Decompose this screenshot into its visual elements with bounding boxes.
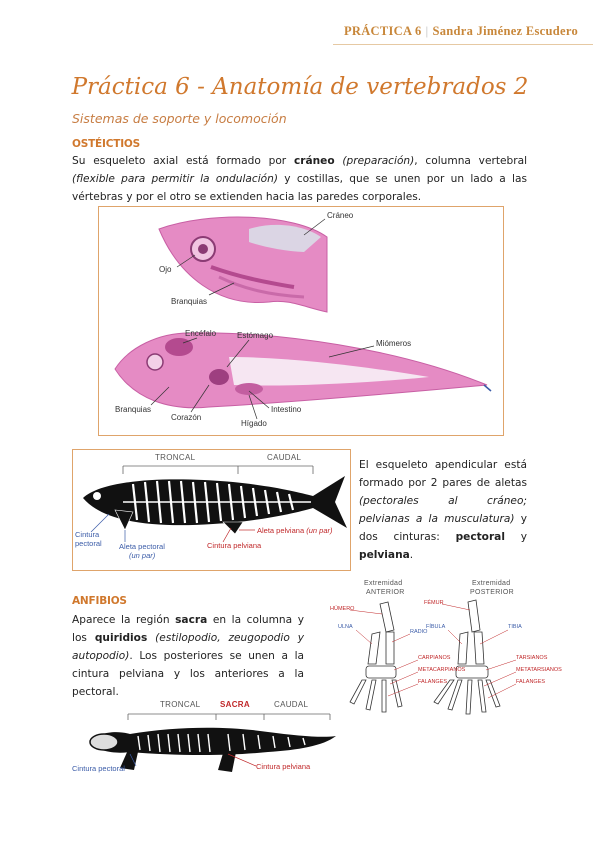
text-bold: pelviana	[359, 549, 410, 561]
anterior-limb-bones	[350, 602, 402, 712]
text-bold: sacra	[175, 614, 208, 626]
label-tarsianos: TARSIANOS	[516, 655, 548, 661]
text-italic: (pectorales al cráneo; pelvianas a la musculatura)	[359, 495, 527, 525]
label-higado: Hígado	[241, 419, 267, 428]
label-un-par: (un par)	[129, 551, 156, 560]
figure-amphibian-limbs	[318, 578, 590, 718]
page-title: Práctica 6 - Anatomía de vertebrados 2	[71, 74, 529, 100]
eye2-shape	[147, 354, 163, 370]
fish-skeleton-image	[73, 450, 350, 570]
label-text-italic: (un par)	[306, 526, 333, 535]
label-metacarpianos: METACARPIANOS	[418, 667, 466, 673]
label-cintura-pectoral-2: Cintura pectoral	[72, 764, 125, 773]
page-subtitle: Sistemas de soporte y locomoción	[72, 111, 287, 126]
label-ulna: ULNA	[338, 624, 353, 630]
text-run: Su esqueleto axial está formado por	[72, 155, 294, 167]
caption-caudal-2: CAUDAL	[274, 700, 309, 709]
caption-post-2: POSTERIOR	[470, 589, 514, 596]
section-heading-osteictios: OSTÉICTIOS	[72, 138, 140, 150]
label-humero: HÚMERO	[330, 606, 355, 612]
label-falanges-2: FALANGES	[516, 679, 546, 685]
header-separator: |	[425, 24, 429, 38]
eye-lens-shape	[198, 244, 208, 254]
tail-marker	[484, 385, 491, 391]
text-run: y	[504, 531, 528, 543]
label-falanges-1: FALANGES	[418, 679, 448, 685]
figure-amphibian-skeleton	[68, 696, 338, 786]
label-cintura-pectoral: Cintura pectoral	[75, 530, 102, 548]
label-femur: FÉMUR	[424, 600, 444, 606]
text-run: .	[409, 549, 414, 561]
salamander-body-shape	[90, 728, 336, 755]
label-branquias: Branquias	[171, 297, 208, 306]
paragraph-osteictios-axial	[72, 152, 527, 206]
label-text: Aleta pelviana	[257, 526, 305, 535]
fish-eye	[93, 492, 101, 500]
label-estomago: Estómago	[237, 331, 274, 340]
text-run: en la columna y los	[72, 614, 304, 644]
text-run: . Los posteriores se unen a la cintura pelviana y los anteriores a la pectoral.	[72, 650, 304, 698]
label-branquias-2: Branquias	[115, 405, 152, 414]
label-miomeros: Miómeros	[376, 339, 412, 348]
stomach-shape	[209, 369, 229, 385]
caption-sacra: SACRA	[220, 700, 250, 709]
text-run: y dos cinturas:	[359, 513, 527, 543]
histology-image	[99, 207, 503, 435]
caption-troncal-2: TRONCAL	[160, 700, 201, 709]
header-author: Sandra Jiménez Escudero	[432, 24, 578, 38]
limbs-image	[318, 578, 590, 718]
section-heading-anfibios: ANFIBIOS	[72, 595, 127, 607]
figure-fish-skeleton	[72, 449, 351, 571]
caption-ant-1: Extremidad	[364, 580, 403, 587]
label-intestino: Intestino	[271, 405, 302, 414]
label-radio: RADIO	[410, 629, 428, 635]
text-run: Aparece la región	[72, 614, 176, 626]
text-bold: quiridios	[94, 632, 148, 644]
text-run: y costillas, que se unen por un lado a las vértebras y por el otro se extienden hacia las paredes corporales.	[72, 173, 527, 203]
caption-troncal: TRONCAL	[155, 453, 196, 462]
caption-post-1: Extremidad	[472, 580, 511, 587]
page-header	[344, 24, 578, 39]
figure-fish-histology	[98, 206, 504, 436]
text-bold: pectoral	[455, 531, 505, 543]
text-italic: (estilopodio, zeugopodio y autopodio)	[72, 632, 304, 662]
text-run: , columna vertebral	[414, 155, 528, 167]
leader-line	[223, 528, 231, 542]
label-cintura-pelviana: Cintura pelviana	[207, 541, 262, 550]
label-encefalo: Encéfalo	[185, 329, 217, 338]
salamander-skull	[90, 734, 118, 750]
label-tibia: TIBIA	[508, 624, 522, 630]
header-practice: PRÁCTICA 6	[343, 24, 422, 38]
text-italic: (flexible para permitir la ondulación)	[72, 173, 278, 185]
label-carpianos: CARPIANOS	[418, 655, 451, 661]
text-bold: cráneo	[293, 155, 335, 167]
label-cintura-pelviana-2: Cintura pelviana	[256, 762, 311, 771]
paragraph-osteictios-apendicular	[359, 456, 527, 564]
label-aleta-pectoral: Aleta pectoral	[119, 542, 165, 551]
liver-shape	[235, 383, 263, 395]
caption-ant-2: ANTERIOR	[366, 589, 405, 596]
text-italic: (preparación)	[342, 155, 415, 167]
paragraph-anfibios	[72, 611, 304, 701]
text-run: El esqueleto apendicular está formado por 2 pares de aletas	[359, 459, 527, 489]
label-craneo: Cráneo	[327, 211, 354, 220]
header-divider	[333, 44, 593, 45]
label-corazon: Corazón	[171, 413, 202, 422]
label-aleta-pelviana	[257, 526, 332, 535]
text-run	[147, 632, 155, 644]
label-ojo: Ojo	[159, 265, 172, 274]
label-fibula: FÍBULA	[426, 624, 446, 630]
caption-caudal: CAUDAL	[267, 453, 302, 462]
label-metatarsianos: METATARSIANOS	[516, 667, 562, 673]
pelvic-fin	[223, 522, 243, 534]
